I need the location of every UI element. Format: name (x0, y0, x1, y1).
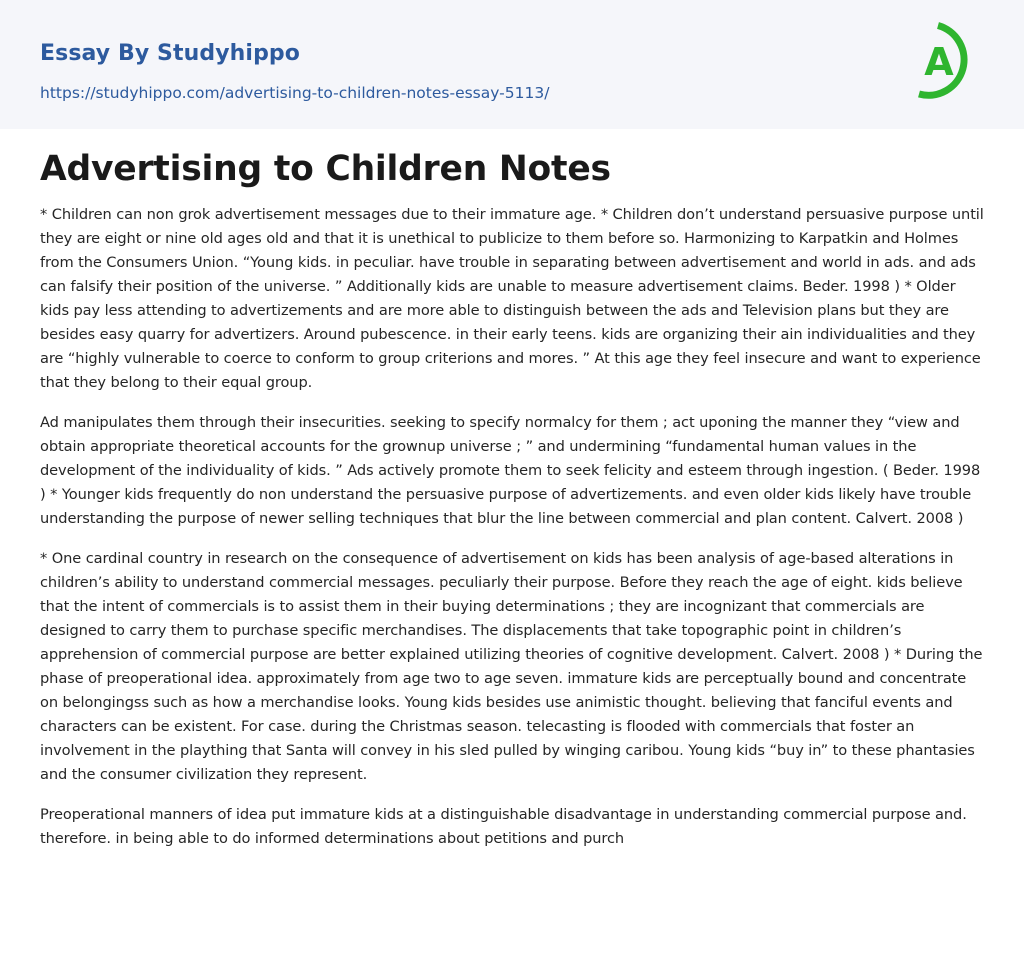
essay-paragraph: * Children can non grok advertisement messages due to their immature age. * Children don’t understand persuasive purpose until they are eight or nine old ages old and that it is unethical to publicize to them before so. Harmonizing to Karpatkin and Holmes from the Consumers Union. “Young kids. in peculiar. have trouble in separating between advertisement and world in ads. and ads can falsify their position of the universe. ” Additionally kids are unable to measure advertisement claims. Beder. 1998 ) * Older kids pay less attending to advertizements and are more able to distinguish between the ads and Television plans but they are besides easy quarry for advertizers. Around pubescence. in their early teens. kids are organizing their ain individualities and they are “highly vulnerable to coerce to conform to group criterions and mores. ” At this age they feel insecure and want to experience that they belong to their equal group. (40, 206, 984, 391)
site-header (0, 0, 1024, 129)
studyhippo-logo-icon[interactable] (912, 18, 988, 106)
brand-title[interactable]: Essay By Studyhippo (40, 41, 300, 66)
essay-content (0, 129, 1024, 851)
essay-url-link[interactable]: https://studyhippo.com/advertising-to-children-notes-essay-5113/ (40, 84, 550, 102)
essay-paragraph: * One cardinal country in research on the consequence of advertisement on kids has been analysis of age-based alterations in children’s ability to understand commercial messages. peculiarly their purpose. Before they reach the age of eight. kids believe that the intent of commercials is to assist them in their buying determinations ; they are incognizant that commercials are designed to carry them to purchase specific merchandises. The displacements that take topographic point in children’s apprehension of commercial purpose are better explained utilizing theories of cognitive development. Calvert. 2008 ) * During the phase of preoperational idea. approximately from age two to age seven. immature kids are perceptually bound and concentrate on belongingss such as how a merchandise looks. Young kids besides use animistic thought. believing that fanciful events and characters can be existent. For case. during the Christmas season. telecasting is flooded with commercials that foster an involvement in the plaything that Santa will convey in his sled pulled by winging caribou. Young kids “buy in” to these phantasies and the consumer civilization they represent. (40, 550, 983, 783)
essay-paragraph: Preoperational manners of idea put immature kids at a distinguishable disadvantage in understanding commercial purpose and. therefore. in being able to do informed determinations about petitions and purch (40, 806, 967, 847)
essay-title: Advertising to Children Notes (40, 149, 611, 189)
logo-letter: A (924, 40, 954, 84)
essay-paragraph: Ad manipulates them through their insecurities. seeking to specify normalcy for them ; act uponing the manner they “view and obtain appropriate theoretical accounts for the grownup universe ; ” and undermining “fundamental human values in the development of the individuality of kids. ” Ads actively promote them to seek felicity and esteem through ingestion. ( Beder. 1998 ) * Younger kids frequently do non understand the persuasive purpose of advertizements. and even older kids likely have trouble understanding the purpose of newer selling techniques that blur the line between commercial and plan content. Calvert. 2008 ) (40, 414, 981, 527)
